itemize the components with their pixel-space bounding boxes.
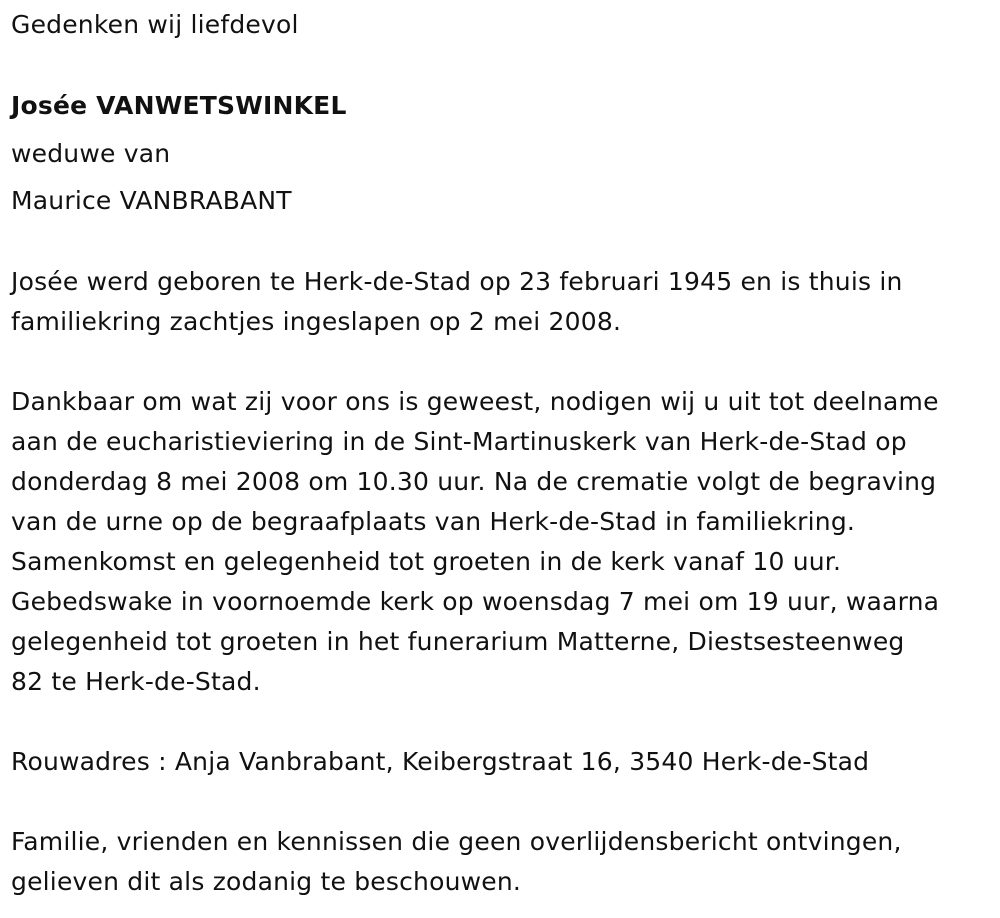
relation-text: weduwe van: [11, 139, 171, 168]
ceremony-paragraph: [11, 382, 996, 702]
paragraph-line: Familie, vrienden en kennissen die geen overlijdensbericht ontvingen,: [11, 827, 902, 856]
paragraph-line: 82 te Herk-de-Stad.: [11, 667, 261, 696]
paragraph-line: donderdag 8 mei 2008 om 10.30 uur. Na de crematie volgt de begraving: [11, 467, 937, 496]
paragraph-line: gelieven dit als zodanig te beschouwen.: [11, 867, 522, 896]
paragraph-line: familiekring zachtjes ingeslapen op 2 mei 2008.: [11, 307, 622, 336]
deceased-name: Josée VANWETSWINKEL: [11, 91, 347, 120]
paragraph-line: Samenkomst en gelegenheid tot groeten in de kerk vanaf 10 uur.: [11, 547, 842, 576]
mourning-address: Rouwadres : Anja Vanbrabant, Keibergstraat 16, 3540 Herk-de-Stad: [11, 747, 870, 776]
paragraph-line: Josée werd geboren te Herk-de-Stad op 23 februari 1945 en is thuis in: [11, 267, 903, 296]
paragraph-line: van de urne op de begraafplaats van Herk-de-Stad in familiekring.: [11, 507, 856, 536]
spouse-name: Maurice VANBRABANT: [11, 186, 292, 215]
closing-paragraph: [11, 822, 996, 902]
paragraph-line: Gebedswake in voornoemde kerk op woensdag 7 mei om 19 uur, waarna: [11, 587, 940, 616]
paragraph-line: gelegenheid tot groeten in het funerarium Matterne, Diestsesteenweg: [11, 627, 905, 656]
paragraph-line: Dankbaar om wat zij voor ons is geweest, nodigen wij u uit tot deelname: [11, 387, 939, 416]
intro-text: Gedenken wij liefdevol: [11, 10, 299, 39]
paragraph-line: aan de eucharistieviering in de Sint-Martinuskerk van Herk-de-Stad op: [11, 427, 907, 456]
birth-death-paragraph: [11, 262, 996, 342]
